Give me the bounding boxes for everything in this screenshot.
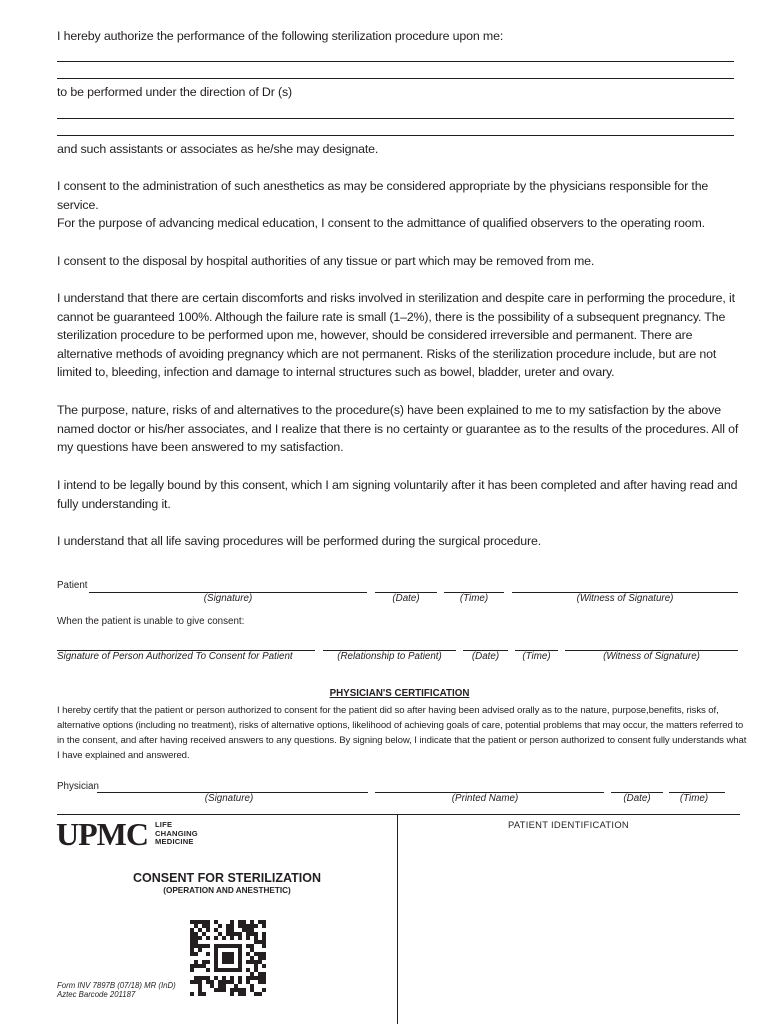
footer-divider — [57, 814, 740, 815]
life-saving-paragraph: I understand that all life saving procedures will be performed during the surgical procedure. — [57, 534, 542, 548]
risks-paragraph: I understand that there are certain discomforts and risks involved in sterilization and despite care in performing the procedure, it cannot be guaranteed 100%. Although the failure rate is small (1–2%), there is the possibility of a subsequent pregnancy. The sterilization procedure to be performed upon me, however, should be considered irreversible and permanent. There are alternative methods of avoiding pregnancy which are not permanent. Risks of the sterilization procedure include, but are not limited to, bleeding, infection and damage to internal structures such as bowel, bladder, ureter and ovary. — [57, 291, 735, 380]
authorized-time-caption: (Time) — [522, 651, 551, 662]
anesthetics-paragraph: I consent to the administration of such anesthetics as may be considered appropriate by the physicians responsible for the service. — [57, 179, 709, 212]
explanation-paragraph: The purpose, nature, risks of and alternatives to the procedure(s) have been explained to me to my satisfaction by the above named doctor or his/her associates, and I realize that there is no certainty or guarantee as to the results of the procedures. All of my questions have been answered to my satisfaction. — [57, 403, 739, 455]
doctor-line-1[interactable] — [57, 118, 734, 119]
form-subtitle: (OPERATION AND ANESTHETIC) — [163, 886, 291, 895]
authorized-intro: When the patient is unable to give consent: — [57, 616, 245, 627]
form-number: Form INV 7897B (07/18) MR (InD) — [57, 981, 176, 990]
authorization-intro: I hereby authorize the performance of the following sterilization procedure upon me: — [57, 29, 504, 43]
aztec-barcode — [190, 920, 266, 996]
patient-label: Patient — [57, 580, 88, 591]
barcode-label: Aztec Barcode 201187 — [57, 990, 136, 999]
physician-printed-name-caption: (Printed Name) — [451, 793, 519, 804]
patient-signature-caption: (Signature) — [203, 593, 253, 604]
observers-paragraph: For the purpose of advancing medical education, I consent to the admittance of qualified observers to the operating room. — [57, 216, 705, 230]
legally-bound-paragraph: I intend to be legally bound by this consent, which I am signing voluntarily after it has been completed and after having read and fully understanding it. — [57, 478, 738, 511]
physician-signature-caption: (Signature) — [204, 793, 254, 804]
relationship-caption: (Relationship to Patient) — [337, 651, 442, 662]
upmc-logo — [56, 818, 198, 850]
authorized-signature-caption: Signature of Person Authorized To Consent for Patient — [57, 651, 293, 662]
certification-title: PHYSICIAN'S CERTIFICATION — [329, 688, 470, 699]
form-title: CONSENT FOR STERILIZATION — [133, 871, 321, 885]
logo-wordmark: UPMC — [56, 816, 148, 852]
patient-date-caption: (Date) — [392, 593, 420, 604]
assistants-text: and such assistants or associates as he/she may designate. — [57, 142, 379, 156]
patient-time-caption: (Time) — [459, 593, 489, 604]
tagline-line-1: LIFE — [154, 820, 173, 830]
footer-column-divider — [397, 814, 398, 1024]
tissue-disposal-paragraph: I consent to the disposal by hospital authorities of any tissue or part which may be removed from me. — [57, 254, 595, 268]
form-number-block — [57, 981, 176, 999]
procedure-line-1[interactable] — [57, 61, 734, 62]
logo-tagline — [155, 821, 198, 847]
patient-witness-caption: (Witness of Signature) — [576, 593, 674, 604]
certification-body: I hereby certify that the patient or person authorized to consent for the patient did so after having been advised orally as to the nature, purpose,benefits, risks of, alternative options (including no treatment), risks of alternative options, likelihood of achieving goals of care, potential problems that may occur, the matters referred to in the consent, and after having received answers to any questions. By signing below, I indicate that the patient or person authorized to consent fully understands what I have explained and answered. — [57, 705, 747, 761]
physician-label: Physician — [57, 781, 99, 792]
physician-date-caption: (Date) — [623, 793, 651, 804]
tagline-line-2: CHANGING — [154, 828, 198, 838]
tagline-line-3: MEDICINE — [154, 837, 194, 847]
doctor-line-2[interactable] — [57, 135, 734, 136]
procedure-line-2[interactable] — [57, 78, 734, 79]
physician-time-caption: (Time) — [679, 793, 709, 804]
authorized-date-caption: (Date) — [471, 651, 500, 662]
patient-identification-label: PATIENT IDENTIFICATION — [507, 819, 629, 830]
authorized-witness-caption: (Witness of Signature) — [603, 651, 700, 662]
direction-text: to be performed under the direction of Dr (s) — [57, 85, 292, 99]
